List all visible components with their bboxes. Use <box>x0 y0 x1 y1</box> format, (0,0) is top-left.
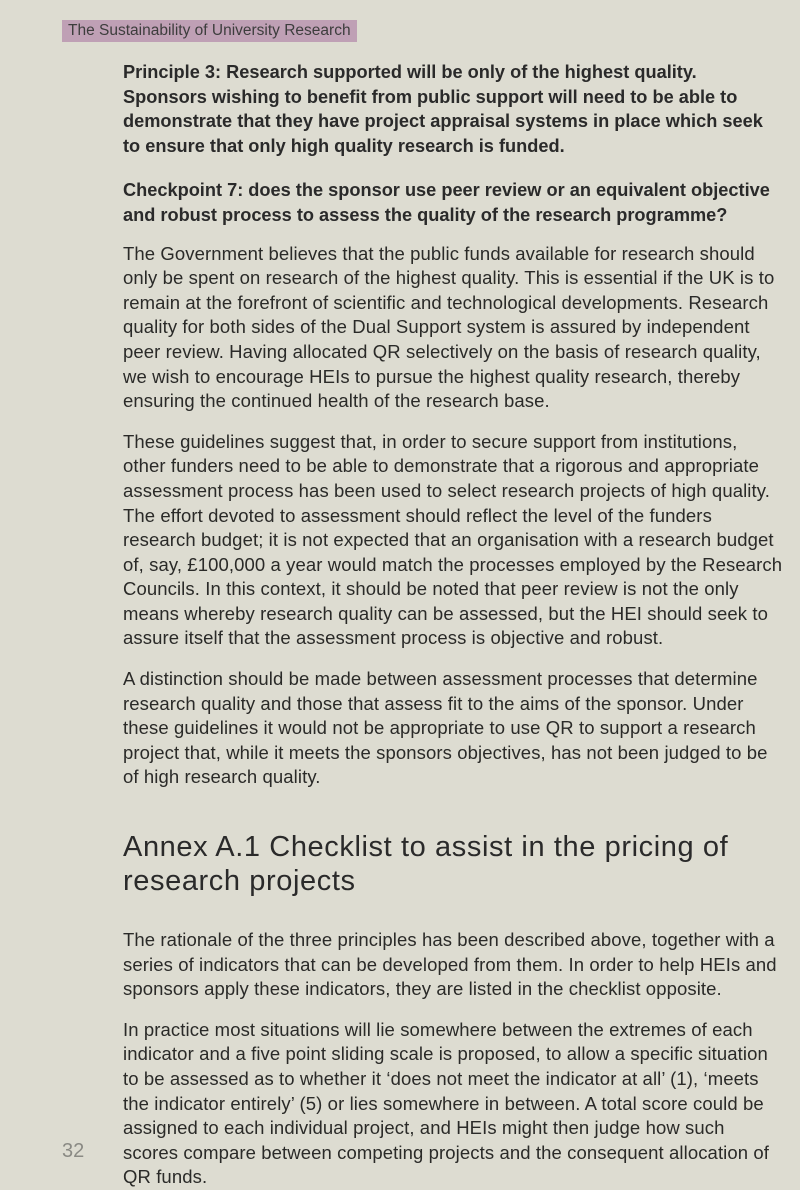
page-content <box>123 60 783 1190</box>
page-number: 32 <box>62 1140 85 1162</box>
principle-3-statement: Principle 3: Research supported will be only of the highest quality. Sponsors wishing to benefit from public support will need to be able to demonstrate that they have project appraisal systems in place which seek to ensure that only high quality research is funded. <box>123 62 763 156</box>
body-paragraph: A distinction should be made between assessment processes that determine research quality and those that assess fit to the aims of the sponsor. Under these guidelines it would not be appropriate to use QR to support a research project that, while it meets the sponsors objectives, has not been judged to be of high research quality. <box>123 668 768 788</box>
annex-paragraph: The rationale of the three principles has been described above, together with a series of indicators that can be developed from them. In order to help HEIs and sponsors apply these indicators, they are listed in the checklist opposite. <box>123 929 777 1000</box>
body-paragraph: The Government believes that the public funds available for research should only be spent on research of the highest quality. This is essential if the UK is to remain at the forefront of scientific and technological developments. Research quality for both sides of the Dual Support system is assured by independent peer review. Having allocated QR selectively on the basis of research quality, we wish to encourage HEIs to pursue the highest quality research, thereby ensuring the continued health of the research base. <box>123 242 775 412</box>
annex-heading: Annex A.1 Checklist to assist in the pricing of research projects <box>123 831 729 898</box>
annex-paragraph: In practice most situations will lie somewhere between the extremes of each indicator and a five point sliding scale is proposed, to allow a specific situation to be assessed as to whether it ‘does not meet the indicator at all’ (1), ‘meets the indicator entirely’ (5) or lies somewhere in between. A total score could be assigned to each individual project, and HEIs might then judge how such scores compare between competing projects and the consequent allocation of QR funds. <box>123 1018 770 1188</box>
checkpoint-7-question: Checkpoint 7: does the sponsor use peer review or an equivalent objective and robust process to assess the quality of the research programme? <box>123 180 770 225</box>
running-header: The Sustainability of University Research <box>62 20 357 42</box>
body-paragraph: These guidelines suggest that, in order to secure support from institutions, other funders need to be able to demonstrate that a rigorous and appropriate assessment process has been used to select research projects of high quality. The effort devoted to assessment should reflect the level of the funders research budget; it is not expected that an organisation with a research budget of, say, £100,000 a year would match the processes employed by the Research Councils. In this context, it should be noted that peer review is not the only means whereby research quality can be assessed, but the HEI should seek to assure itself that the assessment process is objective and robust. <box>123 430 783 649</box>
